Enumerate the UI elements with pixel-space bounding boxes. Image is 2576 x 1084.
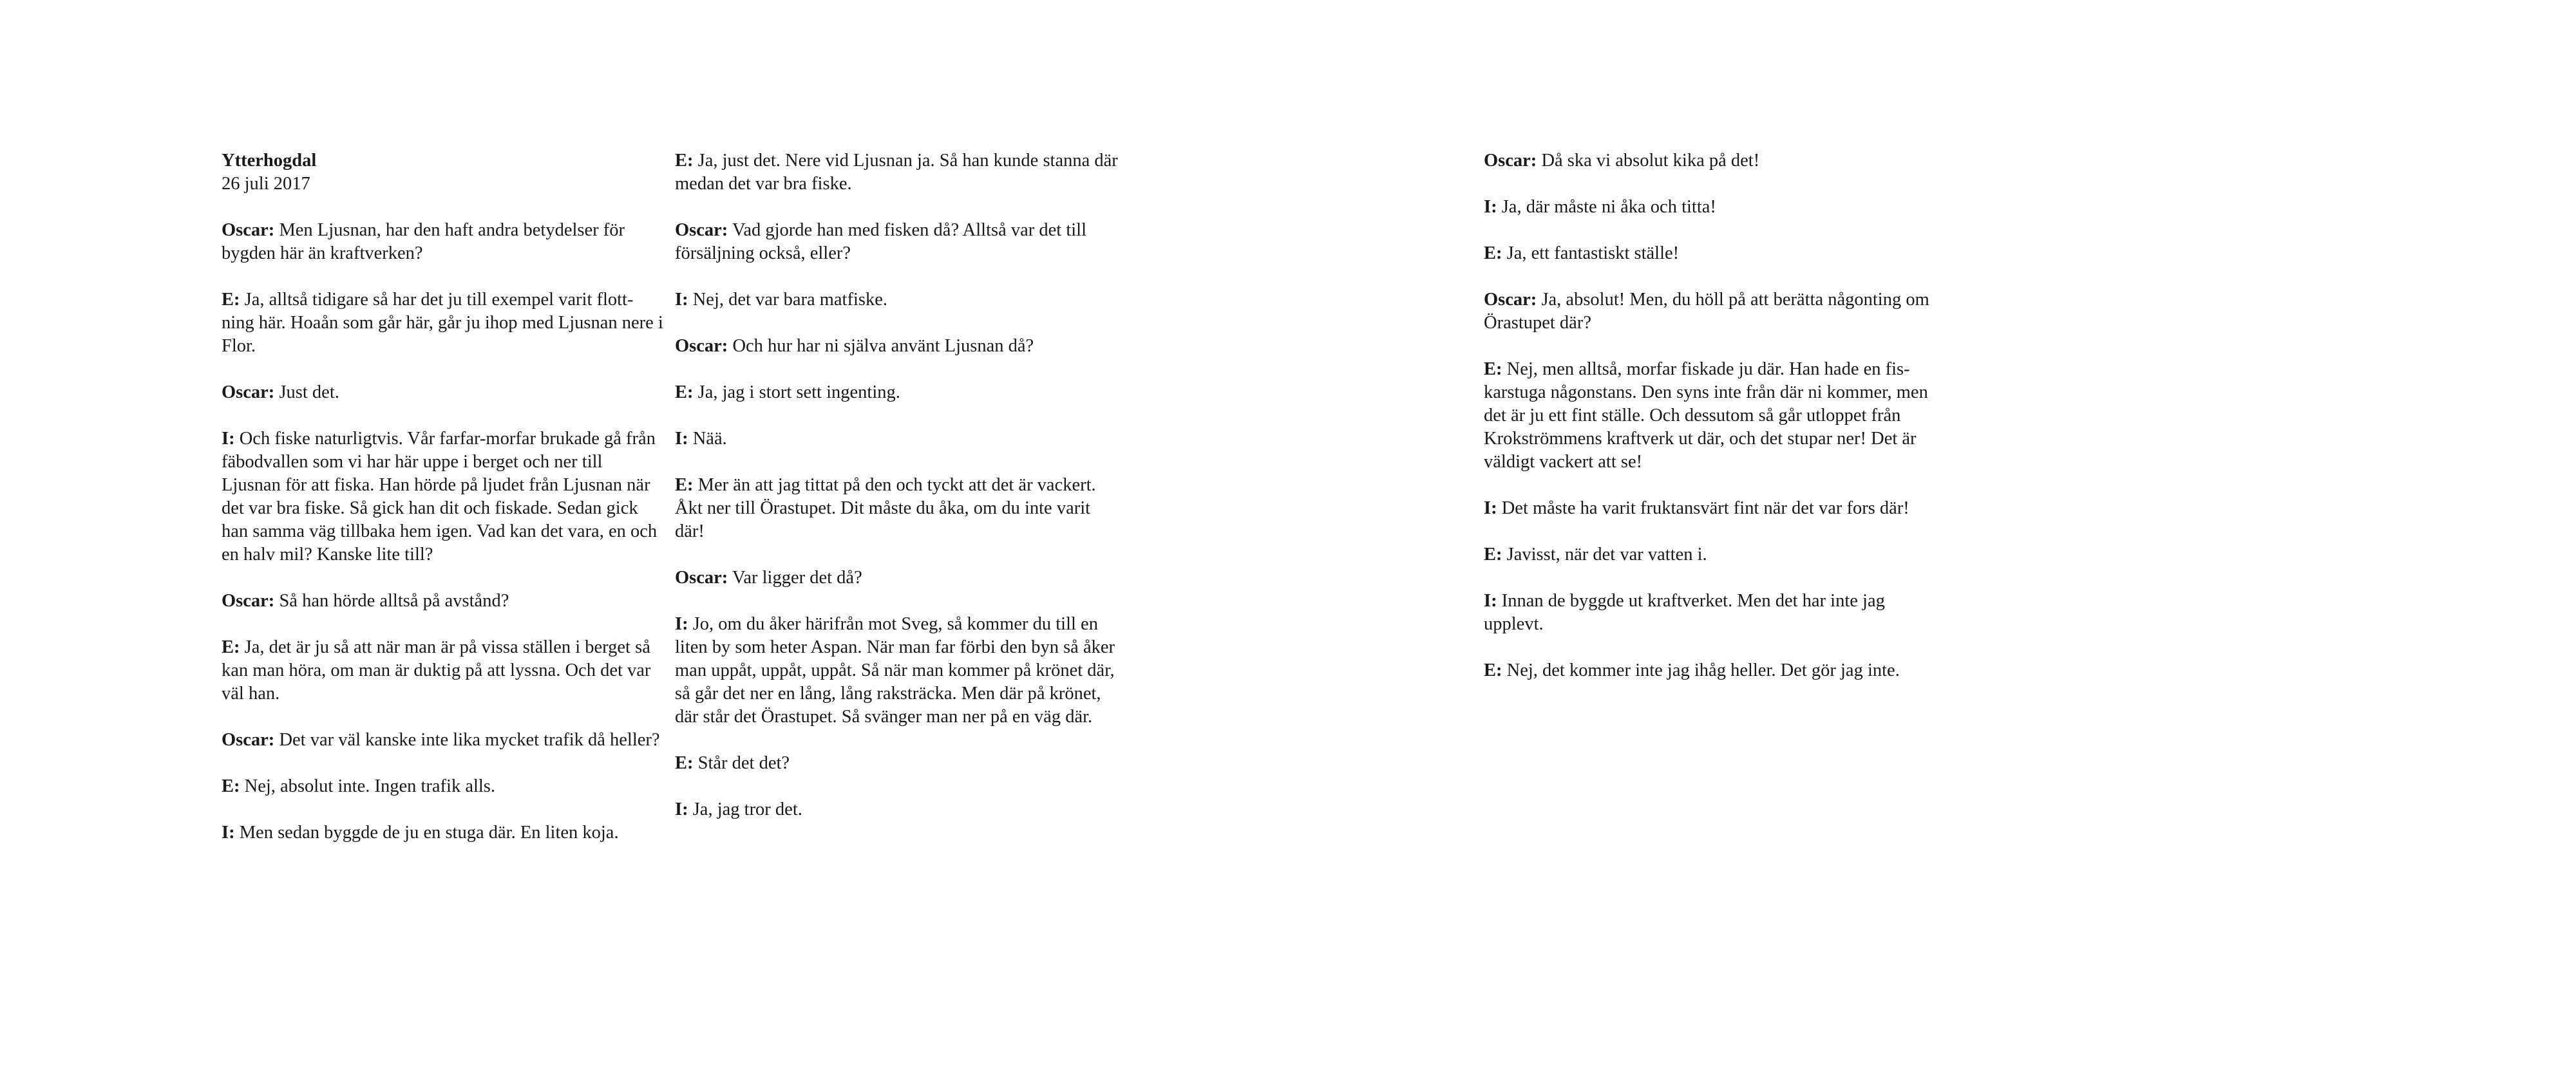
utterance-text: Nej, det var bara matfiske. xyxy=(692,290,888,310)
dialogue-entry xyxy=(222,288,666,358)
dialogue-entry xyxy=(675,381,1119,404)
speaker-label: E: xyxy=(1484,660,1502,680)
utterance-text: Nää. xyxy=(692,429,727,449)
dialogue-entry xyxy=(675,798,1119,821)
utterance-text: Ja, just det. Nere vid Ljusnan ja. Så han kunde stanna där medan det var bra fiske. xyxy=(675,151,1118,194)
utterance-text: Innan de byggde ut kraftverket. Men det har inte jag upplevt. xyxy=(1484,591,1885,634)
speaker-label: Oscar: xyxy=(675,336,728,356)
utterance-text: Nej, men alltså, morfar fiskade ju där. Han hade en fis-karstuga någonstans. Den syns inte från där ni kommer, men det är ju ett fint ställe. Och dessutom så går utloppet från Krokströmmens kraftverk ut där, och det stupar ner! Det är väldigt vackert att se! xyxy=(1484,359,1928,472)
speaker-label: I: xyxy=(222,429,235,449)
speaker-label: Oscar: xyxy=(222,220,275,240)
utterance-text: Ja, jag i stort sett ingenting. xyxy=(697,382,900,402)
dialogue-entry xyxy=(675,335,1119,358)
utterance-text: Jo, om du åker härifrån mot Sveg, så kommer du till en liten by som heter Aspan. När man far förbi den byn så åker man uppåt, uppåt, uppåt. Så när man kommer på krönet där, så går det ner en lång, lång raksträcka. Men där på krönet, där står det Örastupet. Så svänger man ner på en väg där. xyxy=(675,614,1115,727)
utterance-text: Och hur har ni själva använt Ljusnan då? xyxy=(732,336,1034,356)
speaker-label: E: xyxy=(222,637,240,657)
dialogue-entry xyxy=(675,149,1119,196)
utterance-text: Ja, ett fantastiskt ställe! xyxy=(1506,243,1680,263)
dialogue-entry xyxy=(222,590,666,613)
speaker-label: I: xyxy=(675,614,688,634)
dialogue-entry xyxy=(1484,543,1935,566)
speaker-label: Oscar: xyxy=(222,382,275,402)
utterance-text: Det var väl kanske inte lika mycket trafik då heller? xyxy=(279,730,660,750)
speaker-label: E: xyxy=(1484,359,1502,379)
dialogue-entry xyxy=(675,427,1119,451)
dialogue-entry xyxy=(222,219,666,265)
speaker-label: I: xyxy=(1484,591,1497,611)
utterance-text: Ja, jag tror det. xyxy=(692,799,802,819)
dialogue-entry xyxy=(675,288,1119,312)
utterance-text: Men Ljusnan, har den haft andra betydelser för bygden här än kraftverken? xyxy=(222,220,625,263)
utterance-text: Nej, det kommer inte jag ihåg heller. Det gör jag inte. xyxy=(1506,660,1900,680)
dialogue-entry xyxy=(1484,196,1935,219)
utterance-text: Ja, alltså tidigare så har det ju till exempel varit flott-ning här. Hoaån som går här, går ju ihop med Ljusnan nere i Flor. xyxy=(222,290,663,356)
utterance-text: Var ligger det då? xyxy=(732,568,862,588)
dialogue-entry xyxy=(675,752,1119,775)
dialogue-entry xyxy=(222,636,666,706)
dialogue-entry xyxy=(222,821,666,845)
speaker-label: Oscar: xyxy=(1484,290,1537,310)
dialogue-entry xyxy=(675,566,1119,590)
dialogue-entry xyxy=(1484,590,1935,636)
speaker-label: E: xyxy=(675,382,694,402)
left-column xyxy=(222,149,666,868)
dialogue-entry xyxy=(675,219,1119,265)
dialogue-entry xyxy=(222,427,666,566)
dialogue-entry xyxy=(675,474,1119,543)
utterance-text: Ja, det är ju så att när man är på vissa ställen i berget så kan man höra, om man är duktig på att lyssna. Och det var väl han. xyxy=(222,637,651,704)
place-heading: Ytterhogdal xyxy=(222,151,317,171)
dialogue-entry xyxy=(1484,288,1935,335)
speaker-label: I: xyxy=(1484,498,1497,518)
speaker-label: Oscar: xyxy=(222,730,275,750)
utterance-text: Det måste ha varit fruktansvärt fint när det var fors där! xyxy=(1501,498,1909,518)
dialogue-entry xyxy=(1484,497,1935,520)
dialogue-entry xyxy=(222,729,666,752)
speaker-label: E: xyxy=(675,753,694,773)
utterance-text: Men sedan byggde de ju en stuga där. En liten koja. xyxy=(239,823,619,843)
right-column xyxy=(1484,149,1935,706)
utterance-text: Javisst, när det var vatten i. xyxy=(1506,545,1707,565)
document-header xyxy=(222,149,666,196)
dialogue-entry xyxy=(222,775,666,798)
speaker-label: Oscar: xyxy=(675,220,728,240)
dialogue-entry xyxy=(1484,242,1935,265)
utterance-text: Står det det? xyxy=(697,753,790,773)
speaker-label: E: xyxy=(1484,243,1502,263)
speaker-label: I: xyxy=(675,290,688,310)
speaker-label: E: xyxy=(675,475,694,495)
date-line: 26 juli 2017 xyxy=(222,174,310,194)
utterance-text: Så han hörde alltså på avstånd? xyxy=(279,591,509,611)
dialogue-list xyxy=(222,219,666,845)
speaker-label: Oscar: xyxy=(1484,151,1537,171)
speaker-label: I: xyxy=(222,823,235,843)
dialogue-list xyxy=(675,149,1119,821)
speaker-label: E: xyxy=(222,776,240,796)
utterance-text: Nej, absolut inte. Ingen trafik alls. xyxy=(244,776,496,796)
speaker-label: Oscar: xyxy=(222,591,275,611)
utterance-text: Just det. xyxy=(279,382,339,402)
utterance-text: Ja, absolut! Men, du höll på att berätta någonting om Örastupet där? xyxy=(1484,290,1929,333)
speaker-label: E: xyxy=(222,290,240,310)
dialogue-entry xyxy=(222,381,666,404)
speaker-label: I: xyxy=(675,799,688,819)
speaker-label: E: xyxy=(1484,545,1502,565)
dialogue-entry xyxy=(675,613,1119,729)
speaker-label: I: xyxy=(1484,197,1497,217)
speaker-label: Oscar: xyxy=(675,568,728,588)
speaker-label: E: xyxy=(675,151,694,171)
middle-column xyxy=(675,149,1119,845)
utterance-text: Vad gjorde han med fisken då? Alltså var det till försäljning också, eller? xyxy=(675,220,1086,263)
utterance-text: Mer än att jag tittat på den och tyckt att det är vackert. Åkt ner till Örastupet. Dit måste du åka, om du inte varit där! xyxy=(675,475,1096,541)
utterance-text: Då ska vi absolut kika på det! xyxy=(1541,151,1760,171)
utterance-text: Och fiske naturligtvis. Vår farfar-morfar brukade gå från fäbodvallen som vi har här uppe i berget och ner till Ljusnan för att fiska. Han hörde på ljudet från Ljusnan när det var bra fiske. Så gick han dit och fiskade. Sedan gick han samma väg tillbaka hem igen. Vad kan det vara, en och en halv mil? Kanske lite till? xyxy=(222,429,658,565)
dialogue-entry xyxy=(1484,149,1935,173)
dialogue-entry xyxy=(1484,659,1935,682)
speaker-label: I: xyxy=(675,429,688,449)
dialogue-entry xyxy=(1484,358,1935,474)
dialogue-list xyxy=(1484,149,1935,682)
utterance-text: Ja, där måste ni åka och titta! xyxy=(1501,197,1716,217)
